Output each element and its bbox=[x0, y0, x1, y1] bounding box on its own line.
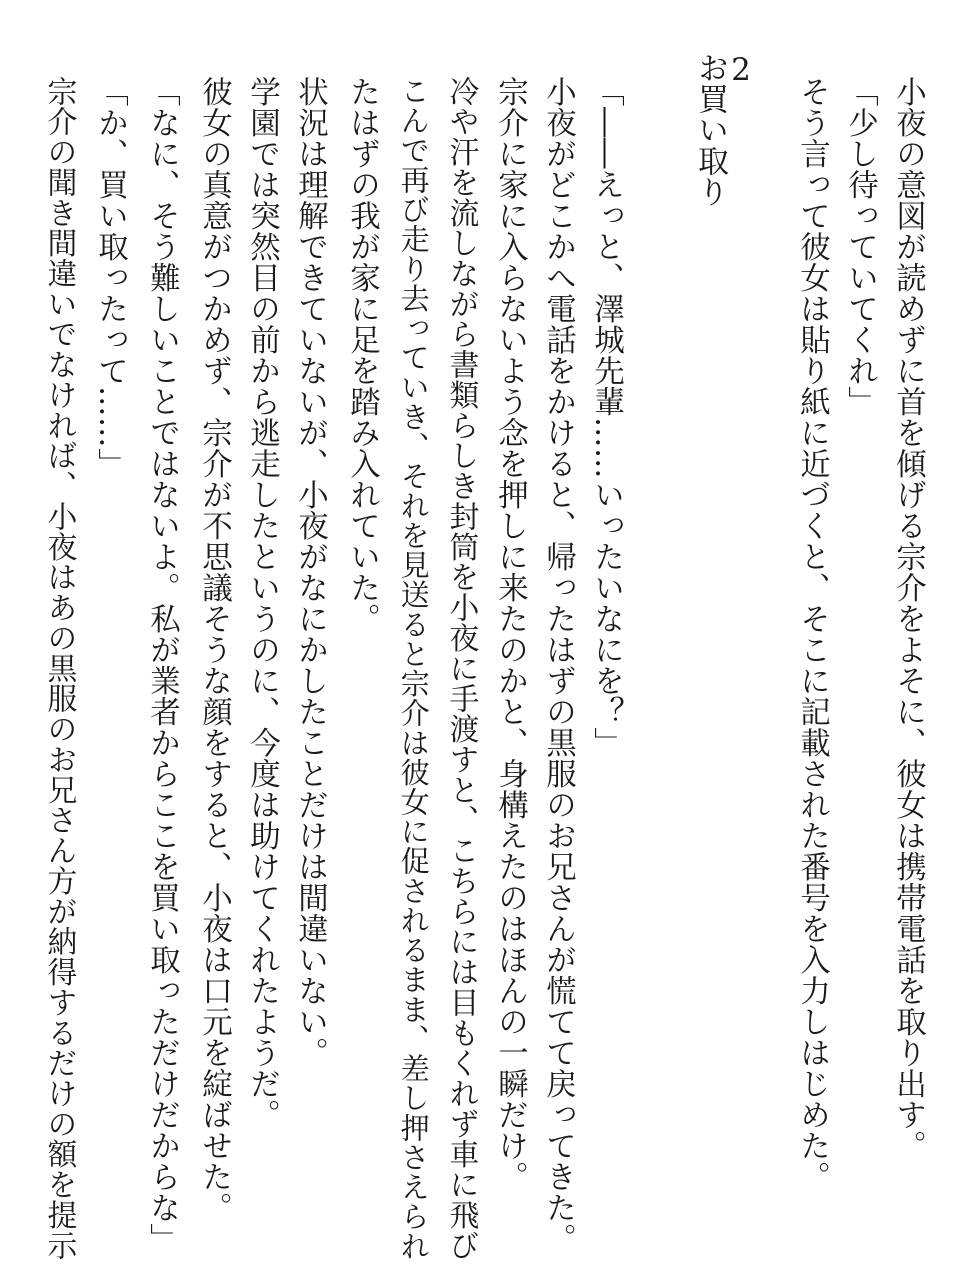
text-line-1: 小夜の意図が読めずに首を傾げる宗介をよそに、彼女は携帯電話を取り出す。 bbox=[890, 76, 926, 1161]
text-line-7: 冷や汗を流しながら書類らしき封筒を小夜に手渡すと、こちらには目もくれず車に飛び bbox=[443, 76, 479, 1261]
text-line-13: 「なに、そう難しいことではないよ。私が業者からここを買い取っただけだからな」 bbox=[144, 76, 180, 1254]
text-line-9: たはずの我が家に足を踏み入れていた。 bbox=[344, 76, 380, 634]
text-line-14: 「か、買い取ったって……」 bbox=[92, 76, 128, 479]
text-line-4: 「――えっと、澤城先輩……いったいなにを？」 bbox=[588, 76, 624, 758]
text-line-12: 彼女の真意がつかめず、宗介が不思議そうな顔をすると、小夜は口元を綻ばせた。 bbox=[196, 76, 232, 1223]
text-line-8: こんで再び走り去っていき、それを見送ると宗介は彼女に促されるまま、差し押さえられ bbox=[396, 76, 431, 1261]
text-line-6: 宗介に家に入らないよう念を押しに来たのかと、身構えたのはほんの一瞬だけ。 bbox=[492, 76, 528, 1192]
text-line-11: 学園では突然目の前から逃走したというのに、今度は助けてくれたようだ。 bbox=[244, 76, 280, 1130]
text-line-15: 宗介の聞き間違いでなければ、小夜はあの黒服のお兄さん方が納得するだけの額を提示 bbox=[41, 76, 77, 1261]
chapter-title: お買い取り bbox=[692, 52, 728, 207]
text-line-2: 「少し待っていてくれ」 bbox=[842, 76, 878, 417]
chapter-heading bbox=[692, 52, 759, 207]
text-line-5: 小夜がどこかへ電話をかけると、帰ったはずの黒服のお兄さんが慌てて戻ってきた。 bbox=[540, 76, 576, 1254]
text-line-10: 状況は理解できていないが、小夜がなにかしたことだけは間違いない。 bbox=[292, 76, 328, 1068]
text-line-3: そう言って彼女は貼り紙に近づくと、そこに記載された番号を入力しはじめた。 bbox=[794, 76, 830, 1192]
chapter-number: 2 bbox=[723, 52, 759, 88]
